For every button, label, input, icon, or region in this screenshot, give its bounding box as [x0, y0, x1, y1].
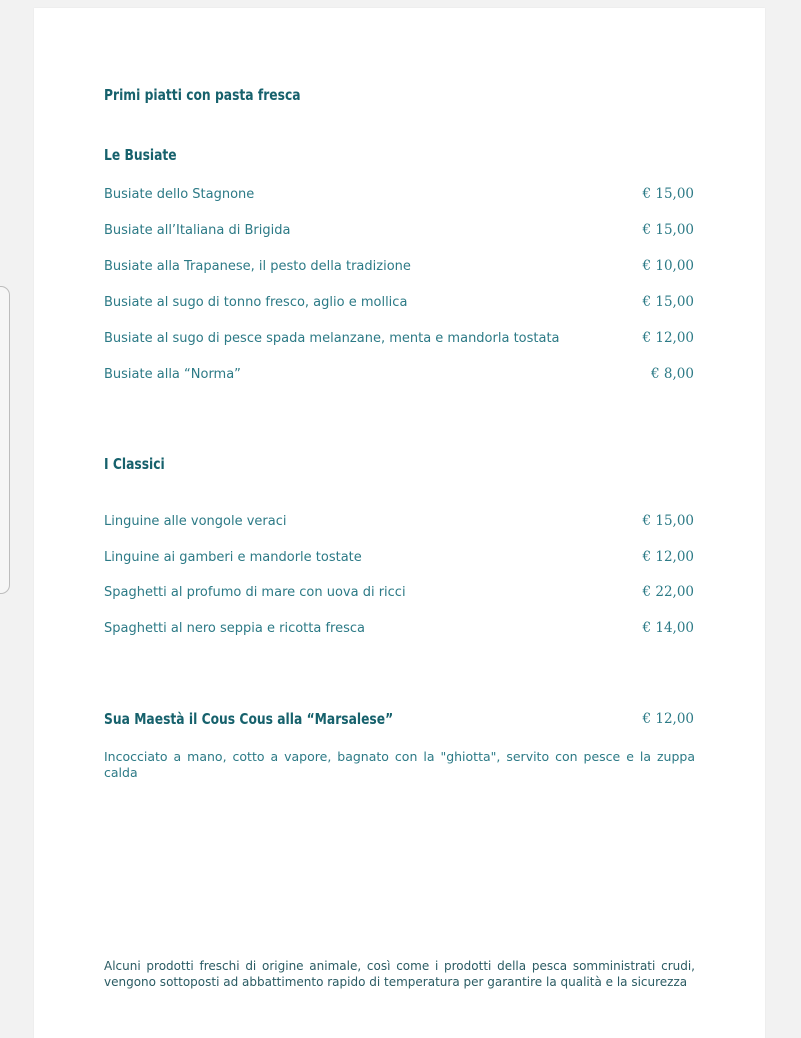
menu-item: [104, 292, 694, 312]
menu-item-name: Busiate al sugo di pesce spada melanzane, menta e mandorla tostata: [104, 330, 560, 346]
section-title-busiate: Le Busiate: [104, 146, 177, 164]
menu-item-name: Linguine alle vongole veraci: [104, 513, 287, 529]
menu-title: Primi piatti con pasta fresca: [104, 86, 301, 104]
menu-item-name: Busiate dello Stagnone: [104, 186, 255, 202]
menu-item-name: Busiate al sugo di tonno fresco, aglio e mollica: [104, 294, 408, 310]
menu-item-name: Linguine ai gamberi e mandorle tostate: [104, 549, 362, 565]
menu-item: [104, 256, 694, 276]
menu-item-price: € 15,00: [642, 186, 694, 202]
menu-item: [104, 184, 694, 204]
menu-item-name: Busiate all’Italiana di Brigida: [104, 222, 291, 238]
menu-item-price: € 15,00: [642, 294, 694, 310]
menu-item-price: € 15,00: [642, 513, 694, 529]
menu-item-name: Spaghetti al profumo di mare con uova di ricci: [104, 584, 406, 600]
menu-item: [104, 220, 694, 240]
menu-item: [104, 364, 694, 384]
feature-description: Incocciato a mano, cotto a vapore, bagnato con la "ghiotta", servito con pesce e la zuppa calda: [104, 749, 695, 780]
menu-item-name: Busiate alla Trapanese, il pesto della tradizione: [104, 258, 411, 274]
menu-item-price: € 14,00: [642, 620, 694, 636]
menu-item-price: € 12,00: [642, 330, 694, 346]
menu-item: [104, 547, 694, 567]
menu-item: [104, 582, 694, 602]
side-drawer-handle[interactable]: [0, 286, 10, 594]
menu-item-name: Spaghetti al nero seppia e ricotta fresca: [104, 620, 365, 636]
section-title-classici: I Classici: [104, 455, 165, 473]
allergen-note: Alcuni prodotti freschi di origine animale, così come i prodotti della pesca somministrati crudi, vengono sottoposti ad abbattimento rapido di temperatura per garantire la qualità e la sicurezza: [104, 959, 695, 989]
menu-item-name: Busiate alla “Norma”: [104, 366, 241, 382]
menu-item-price: € 10,00: [642, 258, 694, 274]
menu-item: [104, 511, 694, 531]
menu-item: [104, 618, 694, 638]
menu-item-price: € 22,00: [642, 584, 694, 600]
feature-price: € 12,00: [642, 711, 694, 727]
menu-item-price: € 8,00: [651, 366, 694, 382]
feature-title: Sua Maestà il Cous Cous alla “Marsalese”: [104, 710, 394, 728]
menu-item-price: € 15,00: [642, 222, 694, 238]
menu-page: [34, 8, 765, 1038]
menu-item-price: € 12,00: [642, 549, 694, 565]
menu-item: [104, 328, 694, 348]
